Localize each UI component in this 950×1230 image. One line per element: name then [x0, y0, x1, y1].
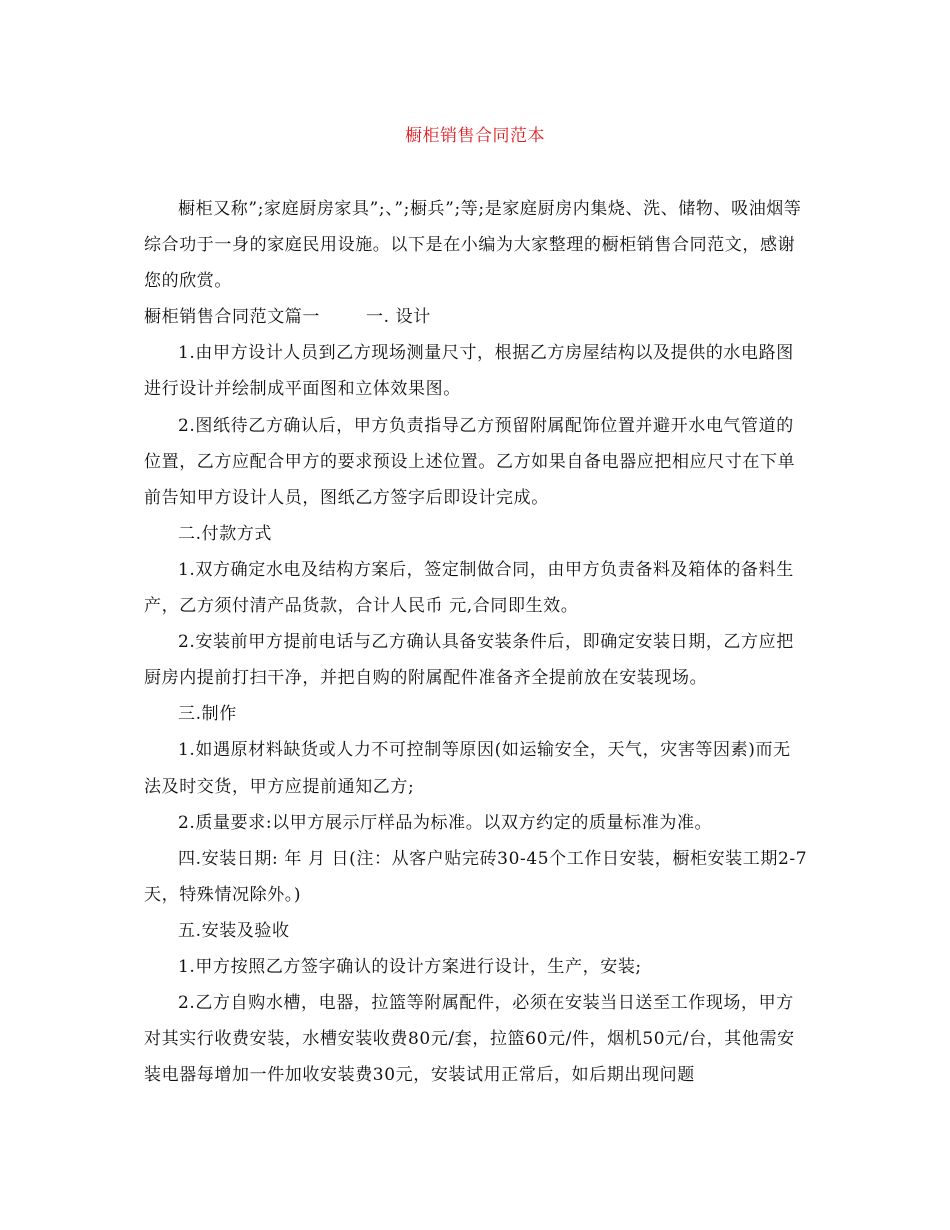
design-item-2: 2.图纸待乙方确认后，甲方负责指导乙方预留附属配饰位置并避开水电气管道的位置，乙方应配合甲方的要求预设上述位置。乙方如果自备电器应把相应尺寸在下单前告知甲方设计人员，图纸乙方签字后即设计完成。	[144, 415, 796, 508]
production-item-1: 1.如遇原材料缺货或人力不可控制等原因(如运输安全，天气，灾害等因素)而无法及时交货，甲方应提前通知乙方;	[144, 740, 791, 797]
design-heading: 一. 设计	[366, 307, 431, 328]
production-heading: 三.制作	[178, 704, 237, 725]
production-item-2: 2.质量要求:以甲方展示厅样品为标准。以双方约定的质量标准为准。	[178, 812, 713, 833]
payment-item-1: 1.双方确定水电及结构方案后，签定制做合同，由甲方负责备料及箱体的备料生产，乙方须付清产品货款，合计人民币 元,合同即生效。	[144, 559, 794, 617]
document-title: 橱柜销售合同范本	[405, 126, 545, 146]
install-item-1: 1.甲方按照乙方签字确认的设计方案进行设计，生产，安装;	[178, 956, 642, 977]
install-date: 四.安装日期: 年 月 日(注：从客户贴完砖30-45个工作日安装，橱柜安装工期2-7天，特殊情况除外。)	[144, 848, 808, 905]
section-heading-row	[144, 299, 808, 335]
payment-item-2: 2.安装前甲方提前电话与乙方确认具备安装条件后，即确定安装日期，乙方应把厨房内提前打扫干净，并把自购的附属配件准备齐全提前放在安装现场。	[144, 632, 794, 689]
intro-paragraph: 橱柜又称”;家庭厨房家具”;、”;橱兵”;等;是家庭厨房内集烧、洗、储物、吸油烟等综合功于一身的家庭民用设施。以下是在小编为大家整理的橱柜销售合同范文，感谢您的欣赏。	[144, 199, 802, 292]
payment-heading: 二.付款方式	[178, 523, 273, 544]
document-body	[144, 191, 808, 1093]
install-item-2: 2.乙方自购水槽，电器，拉篮等附属配件，必须在安装当日送至工作现场，甲方对其实行收费安装，水槽安装收费80元/套，拉篮60元/件，烟机50元/台，其他需安装电器每增加一件加收安装费30元，安装试用正常后，如后期出现问题	[144, 993, 795, 1086]
section-heading: 橱柜销售合同范文篇一	[144, 307, 320, 328]
design-item-1: 1.由甲方设计人员到乙方现场测量尺寸，根据乙方房屋结构以及提供的水电路图进行设计并绘制成平面图和立体效果图。	[144, 343, 794, 400]
install-heading: 五.安装及验收	[178, 920, 290, 941]
